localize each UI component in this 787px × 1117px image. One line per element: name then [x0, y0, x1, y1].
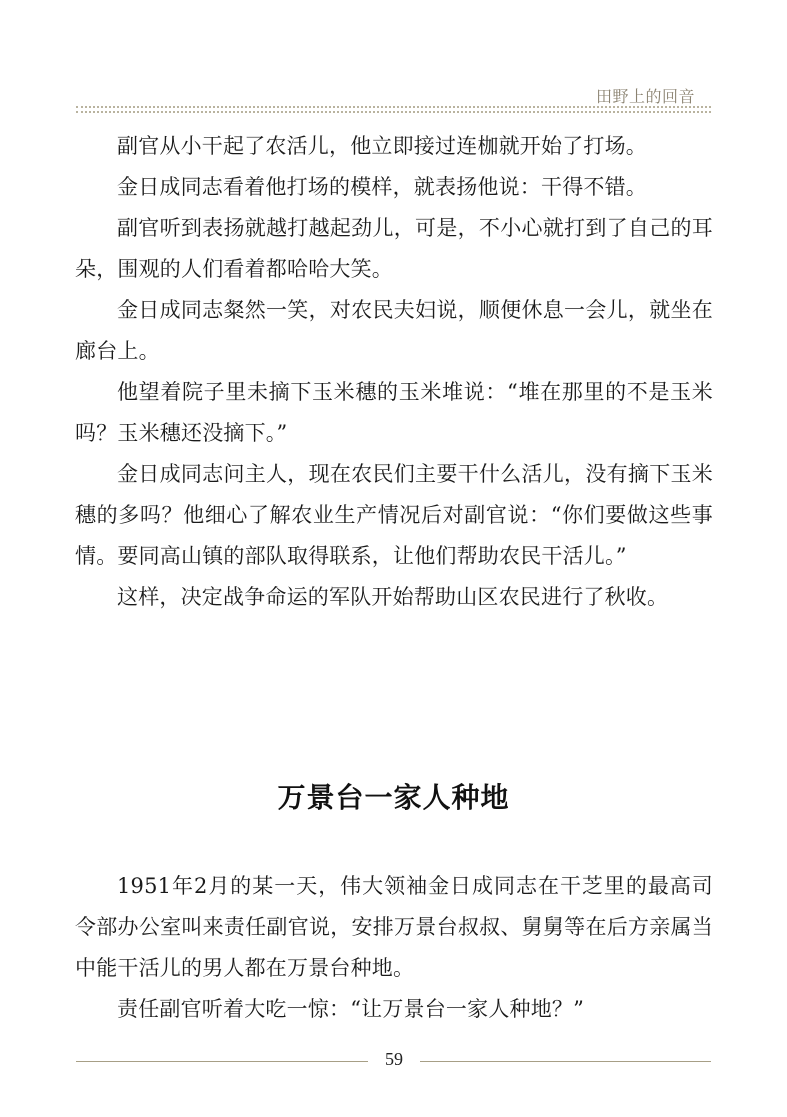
header-dotted-rule-lower [76, 111, 711, 113]
paragraph: 副官听到表扬就越打越起劲儿，可是，不小心就打到了自己的耳朵，围观的人们看着都哈哈大笑。 [75, 216, 713, 281]
header-dotted-rule [76, 106, 711, 108]
section-2-body [75, 866, 713, 1030]
section-title: 万景台一家人种地 [277, 781, 510, 814]
paragraph: 副官从小干起了农活儿，他立即接过连枷就开始了打场。 [117, 134, 647, 158]
paragraph: 金日成同志问主人，现在农民们主要干什么活儿，没有摘下玉米穗的多吗？他细心了解农业生产情况后对副官说：“你们要做这些事情。要同高山镇的部队取得联系，让他们帮助农民干活儿。” [75, 462, 713, 568]
section-1-body [75, 126, 713, 618]
paragraph: 这样，决定战争命运的军队开始帮助山区农民进行了秋收。 [117, 585, 669, 609]
paragraph: 1951年2月的某一天，伟大领袖金日成同志在干芝里的最高司令部办公室叫来责任副官说，安排万景台叔叔、舅舅等在后方亲属当中能干活儿的男人都在万景台种地。 [75, 874, 713, 980]
paragraph: 金日成同志粲然一笑，对农民夫妇说，顺便休息一会儿，就坐在廊台上。 [75, 298, 713, 363]
footer-rule-right [420, 1061, 711, 1062]
page-number: 59 [385, 1049, 403, 1069]
footer-rule-left [76, 1061, 368, 1062]
paragraph: 金日成同志看着他打场的模样，就表扬他说：干得不错。 [117, 175, 647, 199]
paragraph: 责任副官听着大吃一惊：“让万景台一家人种地？” [117, 997, 585, 1021]
paragraph: 他望着院子里未摘下玉米穗的玉米堆说：“堆在那里的不是玉米吗？玉米穗还没摘下。” [75, 380, 713, 445]
running-header-title: 田野上的回音 [595, 89, 695, 106]
